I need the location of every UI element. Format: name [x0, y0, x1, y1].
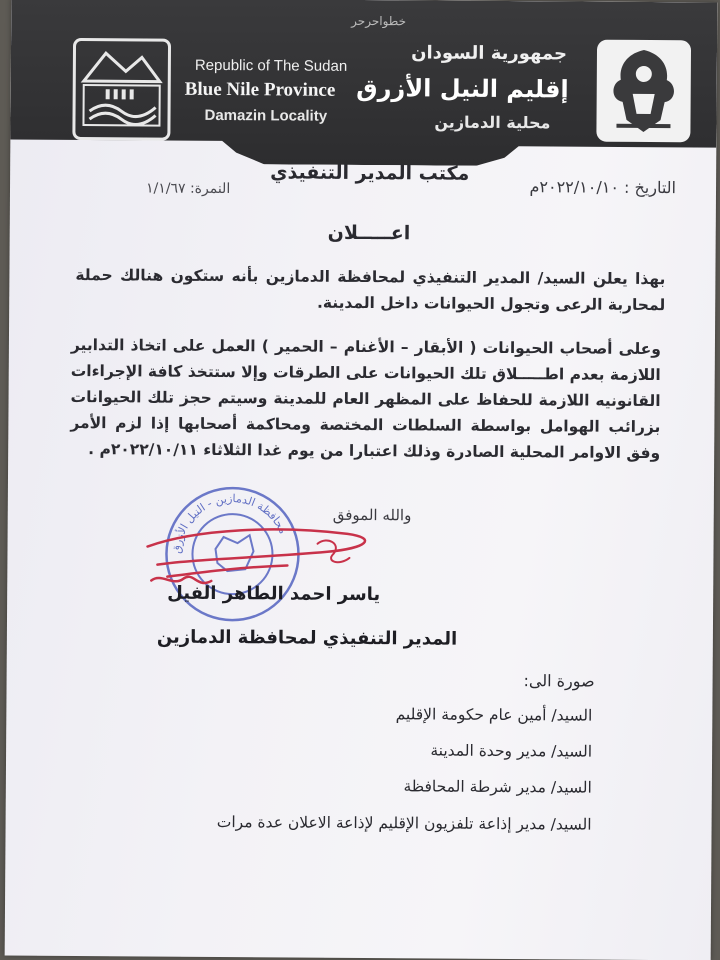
signatory-title: المدير التنفيذي لمحافظة الدمازين — [156, 626, 458, 650]
province-name-ar: إقليم النيل الأزرق — [356, 73, 569, 104]
cc-label: صورة الى: — [523, 671, 595, 691]
stamp-text: محافظة الدمازين - النيل الأزرق — [170, 492, 290, 555]
republic-name-en: Republic of The Sudan — [194, 56, 348, 75]
province-name-en: Blue Nile Province — [184, 78, 336, 101]
signatory-name: ياسر احمد الطاهر الفيل — [167, 582, 381, 606]
notice-paragraph-1: بهذا يعلن السيد/ المدير التنفيذي لمحافظة الدمازين بأنه ستكون هنالك حملة لمحاربة الرعى وتجول الحيوانات داخل المدينة. — [75, 266, 666, 315]
reference-number: النمرة: ١/١/٦٧ — [145, 180, 231, 198]
letter-date: التاريخ : ٢٠٢٢/١٠/١٠م — [529, 177, 677, 198]
locality-name-ar: محلية الدمازين — [434, 112, 551, 133]
cc-recipient: السيد/ مدير وحدة المدينة — [430, 741, 593, 761]
province-logo-icon — [72, 38, 171, 141]
cc-recipient: السيد/ مدير شرطة المحافظة — [403, 777, 592, 797]
locality-name-en: Damazin Locality — [204, 106, 328, 125]
cc-recipient: السيد/ مدير إذاعة تلفزيون الإقليم لإذاعة الاعلان عدة مرات — [216, 813, 592, 834]
office-title: مكتب المدير التنفيذي — [270, 161, 470, 185]
republic-name-ar: جمهورية السودان — [411, 42, 568, 65]
top-handwritten-note: خطواحرحر — [351, 13, 407, 29]
cc-recipient: السيد/ أمين عام حكومة الإقليم — [395, 705, 593, 725]
sudan-emblem-icon — [596, 40, 691, 143]
closing-phrase: والله الموفق — [332, 505, 412, 525]
letter-paper — [5, 0, 718, 960]
notice-paragraph-2: وعلى أصحاب الحيوانات ( الأبقار – الأغنام – الحمير ) العمل على اتخاذ التدابير اللازمة بعدم اطـــــلاق تلك الحيوانات على الطرقات وإلا ستتخذ كافة الإجراءات القانونيه اللازمة للحفاظ على المظهر العام للمدينة وسيتم حجز تلك الحيوانات بزرائب الهوامل بواسطة السلطات المختصة ومحاكمة أصحابها إذا لزم الأمر وفق الاوامر المحلية الصادرة وذلك اعتبارا من يوم غدا الثلاثاء ٢٠٢٢/١٠/١١م . — [70, 335, 661, 463]
notice-heading: اعـــــلان — [327, 221, 411, 245]
